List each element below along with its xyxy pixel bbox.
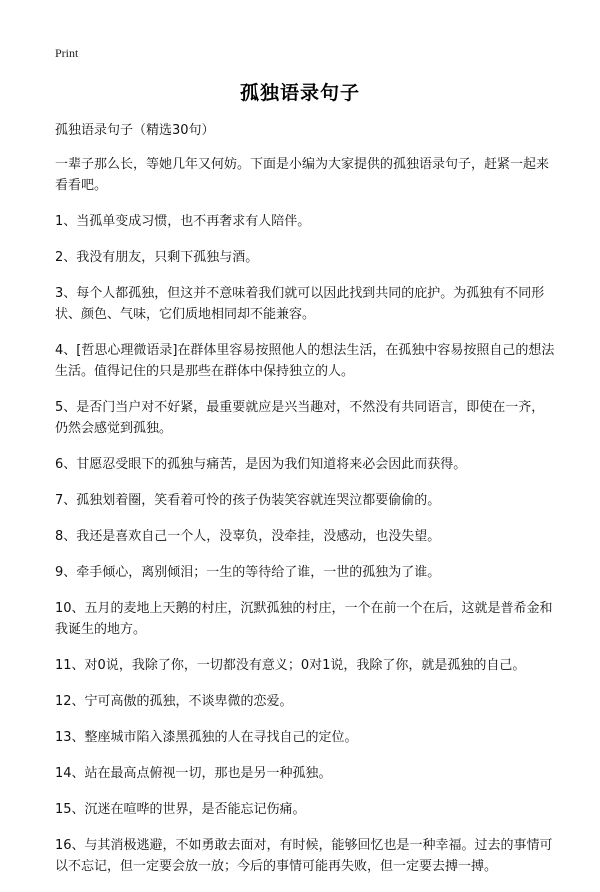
quote-item-15: 15、沉迷在喧哗的世界，是否能忘记伤痛。 <box>55 802 306 817</box>
print-link[interactable]: Print <box>55 46 79 60</box>
page-title: 孤独语录句子 <box>239 82 360 104</box>
quote-item-10: 10、五月的麦地上天鹅的村庄，沉默孤独的村庄，一个在前一个在后，这就是普希金和我诞生的地方。 <box>55 601 553 637</box>
quote-item-1: 1、当孤单变成习惯，也不再奢求有人陪伴。 <box>55 214 311 229</box>
document-body <box>55 120 555 892</box>
quote-item-3: 3、每个人都孤独，但这并不意味着我们就可以因此找到共同的庇护。为孤独有不同形状、颜色、气味，它们质地相同却不能兼容。 <box>55 286 545 322</box>
quote-item-14: 14、站在最高点俯视一切，那也是另一种孤独。 <box>55 766 332 781</box>
quote-item-16: 16、与其消极逃避，不如勇敢去面对，有时候，能够回忆也是一种幸福。过去的事情可以不忘记，但一定要会放一放；今后的事情可能再失败，但一定要去搏一搏。 <box>55 838 553 874</box>
quote-item-13: 13、整座城市陷入漆黑孤独的人在寻找自己的定位。 <box>55 730 358 745</box>
quote-item-2: 2、我没有朋友，只剩下孤独与酒。 <box>55 250 259 265</box>
quote-item-12: 12、宁可高傲的孤独，不谈卑微的恋爱。 <box>55 694 293 709</box>
document-subtitle: 孤独语录句子（精选30句） <box>55 123 215 138</box>
quote-item-9: 9、牵手倾心，离别倾泪；一生的等待给了谁，一世的孤独为了谁。 <box>55 565 441 580</box>
quote-item-5: 5、是否门当户对不好紧，最重要就应是兴当趣对，不然没有共同语言，即使在一齐，仍然会感觉到孤独。 <box>55 400 545 436</box>
intro-paragraph: 一辈子那么长，等她几年又何妨。下面是小编为大家提供的孤独语录句子，赶紧一起来看看吧。 <box>55 157 550 193</box>
quote-item-7: 7、孤独划着圈，笑看着可怜的孩子伪装笑容就连哭泣都要偷偷的。 <box>55 493 441 508</box>
quote-item-11: 11、对0说，我除了你，一切都没有意义；0对1说，我除了你，就是孤独的自己。 <box>55 658 526 673</box>
quote-item-4: 4、[哲思心理微语录]在群体里容易按照他人的想法生活，在孤独中容易按照自己的想法生活。值得记住的只是那些在群体中保持独立的人。 <box>55 343 555 379</box>
quote-item-8: 8、我还是喜欢自己一个人，没辜负，没牵挂，没感动，也没失望。 <box>55 529 441 544</box>
quote-item-6: 6、甘愿忍受眼下的孤独与痛苦，是因为我们知道将来必会因此而获得。 <box>55 457 467 472</box>
